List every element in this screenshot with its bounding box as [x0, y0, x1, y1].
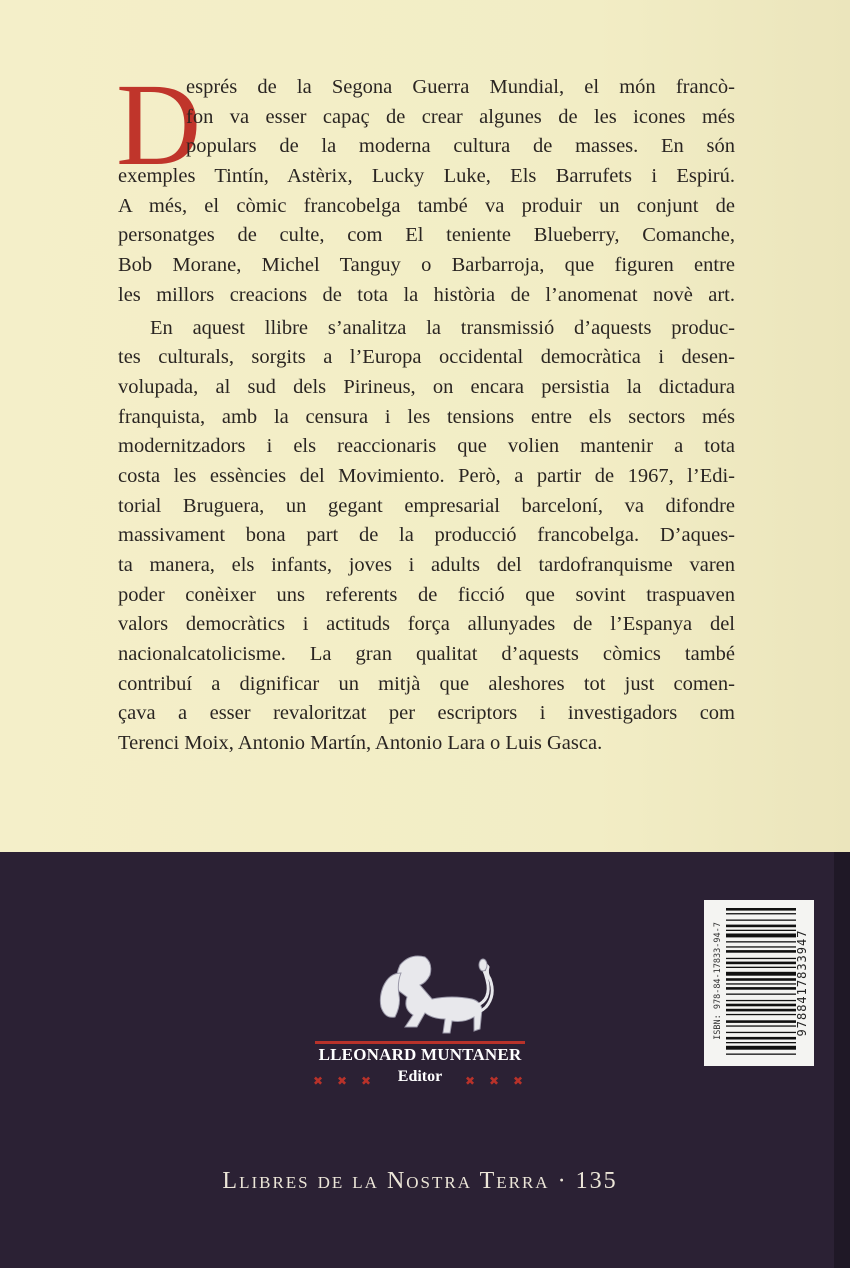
- barcode-bar: [726, 1042, 796, 1043]
- text-line: En aquest llibre s’analitza la transmissió d’aquests produc-: [150, 316, 735, 339]
- barcode-bar: [726, 934, 796, 938]
- barcode-bar: [726, 925, 796, 928]
- text-line: ta manera, els infants, joves i adults del tardofranquisme varen: [118, 554, 735, 576]
- text-line: A més, el còmic francobelga també va produir un conjunt de: [118, 194, 735, 217]
- barcode-bar: [726, 930, 796, 931]
- text-line: nacionalcatolicisme. La gran qualitat d’aquests còmics també: [118, 643, 735, 666]
- ornament-row: [305, 1073, 535, 1087]
- barcode-bar: [726, 983, 796, 984]
- barcode-bar: [726, 994, 796, 995]
- text-line: Bob Morane, Michel Tanguy o Barbarroja, que figuren entre: [118, 254, 735, 277]
- barcode-bar: [726, 962, 796, 965]
- barcode-bar: [726, 1000, 796, 1001]
- publisher-name: LLEONARD MUNTANER: [318, 1045, 522, 1064]
- barcode-bar: [726, 913, 796, 914]
- text-line: franquista, amb la censura i les tensions entre els sectors més: [118, 405, 735, 428]
- barcode-bar: [726, 1025, 796, 1026]
- barcode-bar: [726, 1009, 796, 1012]
- ornament-icon: ✖: [513, 1074, 524, 1087]
- text-line: populars de la moderna cultura de masses. En són: [186, 135, 735, 158]
- paragraph-1: [118, 73, 735, 311]
- series-title: Llibres de la Nostra Terra · 135: [222, 1168, 618, 1194]
- text-line: tes culturals, sorgits a l’Europa occidental democràtica i desen-: [118, 346, 735, 369]
- barcode-bar: [726, 987, 796, 990]
- barcode-bar: [726, 908, 796, 911]
- ornament-icon: ✖: [313, 1074, 324, 1087]
- ornament-icon: ✖: [489, 1074, 500, 1087]
- barcode-bar: [726, 1014, 796, 1015]
- isbn-barcode: [704, 900, 814, 1066]
- ornament-icon: ✖: [361, 1074, 372, 1087]
- text-line: exemples Tintín, Astèrix, Lucky Luke, Els Barrufets i Espirú.: [118, 165, 735, 188]
- drop-cap: D: [116, 59, 202, 190]
- isbn-label: ISBN: 978-84-17833-94-7: [713, 922, 723, 1040]
- text-line: Terenci Moix, Antonio Martín, Antonio Lara o Luis Gasca.: [118, 732, 603, 755]
- text-line: poder conèixer uns referents de ficció que sovint traspuaven: [118, 583, 735, 606]
- barcode-bar: [726, 1004, 796, 1007]
- barcode-bar: [726, 978, 796, 981]
- ornament-icon: ✖: [465, 1074, 476, 1087]
- barcode-bar: [726, 1032, 796, 1033]
- blurb-text: [118, 73, 735, 759]
- text-line: esprés de la Segona Guerra Mundial, el món francò-: [186, 76, 735, 98]
- publisher-role: Editor: [397, 1068, 443, 1085]
- text-line: fon va esser capaç de crear algunes de les icones més: [186, 105, 735, 128]
- text-line: valors democràtics i actituds força allunyades de l’Espanya del: [118, 613, 735, 636]
- lion-icon: [305, 945, 535, 1045]
- text-line: torial Bruguera, un gegant empresarial barceloní, va difondre: [118, 494, 735, 517]
- barcode-digits: 9788417833947: [795, 929, 809, 1037]
- text-line: costa les essències del Movimiento. Però, a partir de 1967, l’Edi-: [118, 464, 735, 487]
- barcode-bar: [726, 1054, 796, 1055]
- ornament-icon: ✖: [337, 1074, 348, 1087]
- barcode-bar: [726, 972, 796, 976]
- barcode-bar: [726, 920, 796, 921]
- barcode-bar: [726, 1020, 796, 1023]
- barcode-bar: [726, 946, 796, 947]
- barcode-bar: [726, 1046, 796, 1050]
- text-line: volupada, al sud dels Pirineus, on encara persistia la dictadura: [118, 375, 735, 398]
- text-line: contribuí a dignificar un mitjà que aleshores tot just comen-: [118, 672, 735, 695]
- text-line: massivament bona part de la producció francobelga. D’aques-: [118, 524, 735, 547]
- paragraph-2: [118, 314, 735, 759]
- text-line: çava a esser revaloritzat per escriptors i investigadors com: [118, 702, 735, 725]
- barcode-bar: [726, 967, 796, 968]
- barcode-bar: [726, 950, 796, 953]
- text-line: personatges de culte, com El teniente Blueberry, Comanche,: [118, 224, 735, 247]
- text-line: modernitzadors i els reaccionaris que volien mantenir a tota: [118, 435, 735, 458]
- barcode-bar: [726, 1037, 796, 1040]
- publisher-logo: [305, 945, 535, 1049]
- barcode-bar: [726, 958, 796, 959]
- barcode-bar: [726, 941, 796, 942]
- text-line: les millors creacions de tota la història de l’anomenat novè art.: [118, 283, 735, 306]
- spine-edge: [834, 852, 850, 1268]
